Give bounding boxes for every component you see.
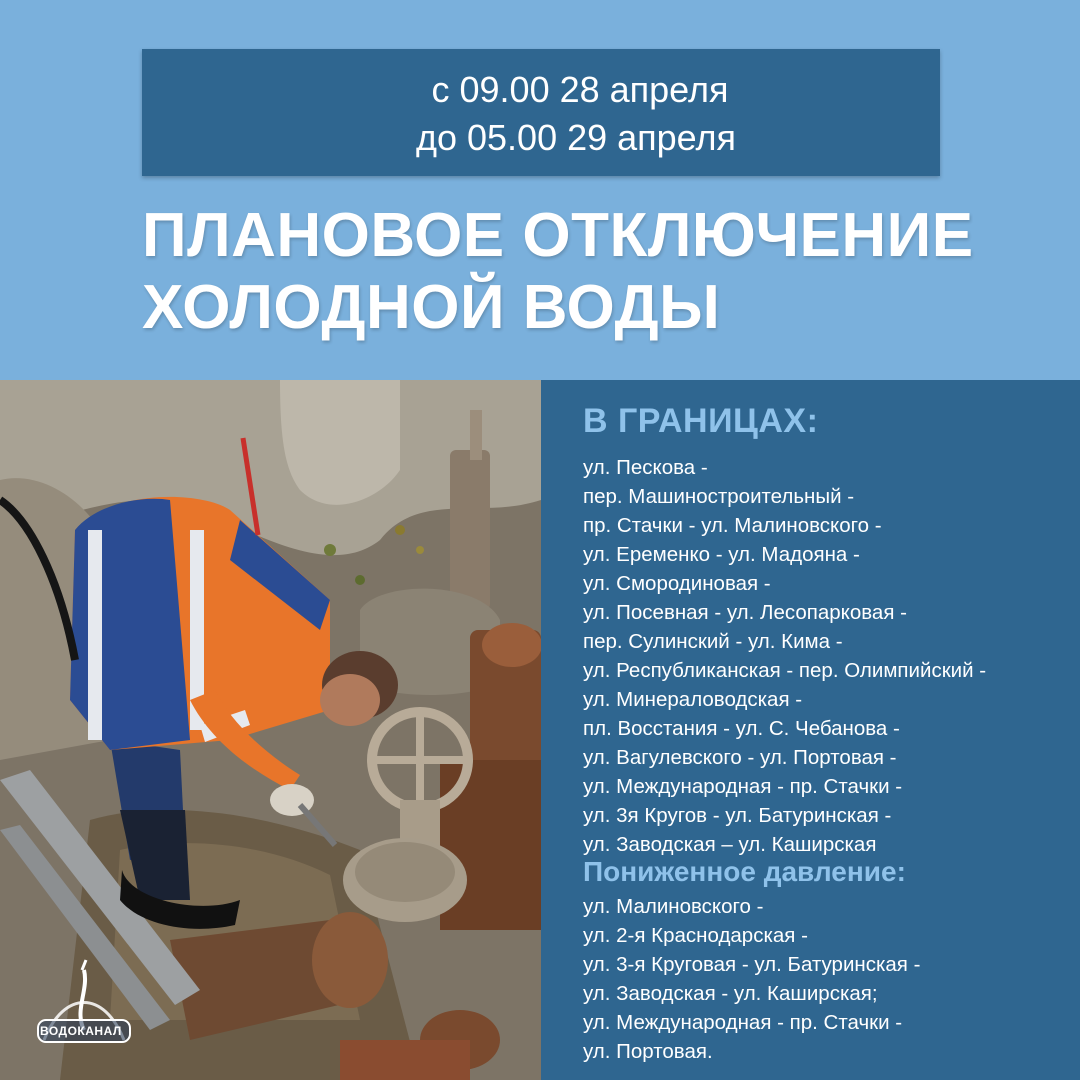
list-item: пр. Стачки - ул. Малиновского - [583,514,882,537]
list-item: пер. Сулинский - ул. Кима - [583,630,843,653]
list-item: ул. 2-я Краснодарская - [583,924,808,947]
date-banner [142,49,940,176]
list-item: ул. Международная - пр. Стачки - [583,1011,903,1034]
date-start: с 09.00 28 апреля [431,69,729,110]
list-item: пер. Машиностроительный - [583,485,855,508]
list-item: ул. Малиновского - [583,895,764,918]
list-item: ул. 3я Кругов - ул. Батуринская - [583,804,892,827]
title-line-2: ХОЛОДНОЙ ВОДЫ [142,273,721,342]
boundaries-heading: В ГРАНИЦАХ: [583,402,819,440]
list-item: ул. Посевная - ул. Лесопарковая - [583,601,907,624]
list-item: ул. Еременко - ул. Мадояна - [583,543,860,566]
page-title [142,200,1042,344]
list-item: пл. Восстания - ул. С. Чебанова - [583,717,900,740]
vodokanal-logo [34,950,134,1060]
info-panel [541,380,1080,1080]
date-end: до 05.00 29 апреля [415,117,737,158]
title-line-1: ПЛАНОВОЕ ОТКЛЮЧЕНИЕ [142,201,974,270]
list-item: ул. Заводская – ул. Каширская [583,833,877,856]
list-item: ул. Заводская - ул. Каширская; [583,982,878,1005]
list-item: ул. Республиканская - пер. Олимпийский - [583,659,987,682]
list-item: ул. Портовая. [583,1040,713,1063]
list-item: ул. Пескова - [583,456,708,479]
list-item: ул. 3-я Круговая - ул. Батуринская - [583,953,921,976]
low-pressure-heading: Пониженное давление: [583,856,906,887]
list-item: ул. Смородиновая - [583,572,771,595]
list-item: ул. Минераловодская - [583,688,803,711]
street-list [583,453,986,859]
list-item: ул. Международная - пр. Стачки - [583,775,903,798]
logo-text: ВОДОКАНАЛ [40,1024,122,1038]
low-pressure-list [583,892,920,1066]
header-area [0,0,1080,380]
list-item: ул. Вагулевского - ул. Портовая - [583,746,897,769]
